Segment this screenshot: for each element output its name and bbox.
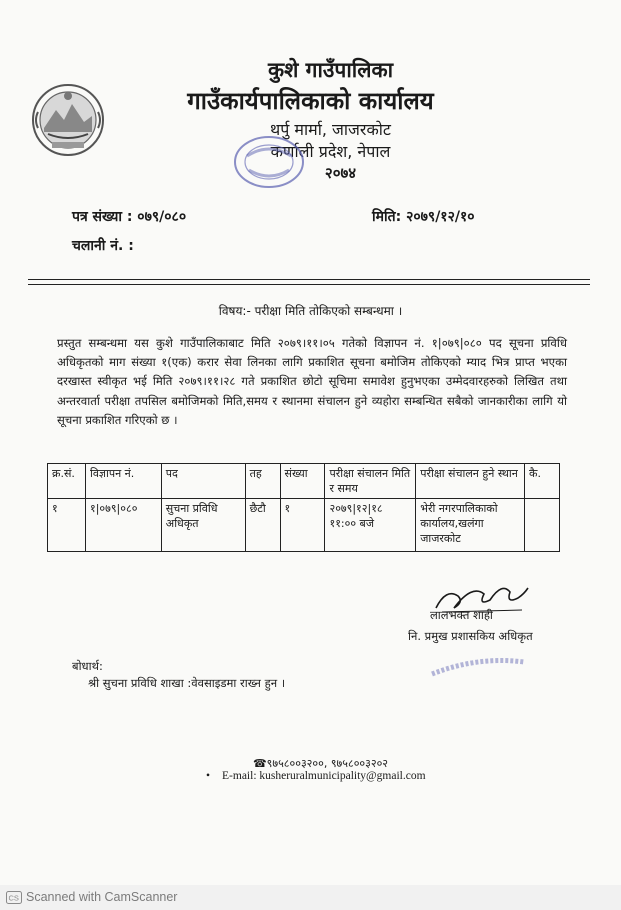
designation-stamp-icon xyxy=(428,648,528,684)
cell-exam-venue: भेरी नगरपालिकाको कार्यालय,खलंगा जाजरकोट xyxy=(416,499,525,552)
office-address: थर्पु मार्मा, जाजरकोट xyxy=(270,120,391,139)
cell-count: १ xyxy=(280,499,325,552)
established-year: २०७४ xyxy=(324,164,357,182)
signatory-title: नि. प्रमुख प्रशासकिय अधिकृत xyxy=(408,629,533,643)
contact-email-line xyxy=(206,770,426,782)
reference-number: पत्र संख्या : ०७९/०८० xyxy=(72,209,187,225)
bullet-icon: • xyxy=(206,770,211,782)
header-count: संख्या xyxy=(280,464,325,499)
header-level: तह xyxy=(245,464,280,499)
office-stamp-icon xyxy=(232,134,306,190)
header-serial: क्र.सं. xyxy=(48,464,86,499)
cell-remarks xyxy=(525,499,560,552)
contact-email: E-mail: kusheruralmunicipality@gmail.com xyxy=(222,770,426,782)
cc-item: श्री सुचना प्रविधि शाखा :वेवसाइडमा राख्न हुन । xyxy=(88,676,286,690)
header-divider xyxy=(28,279,590,280)
province-country: कर्णाली प्रदेश, नेपाल xyxy=(270,142,391,161)
contact-phone: ☎९७५८००३२००, ९७५८००३२०२ xyxy=(252,757,389,770)
exam-schedule-table xyxy=(47,463,560,552)
dispatch-number: चलानी नं. : xyxy=(72,238,134,254)
header-post: पद xyxy=(161,464,245,499)
office-name: गाउँकार्यपालिकाको कार्यालय xyxy=(187,87,434,115)
header-exam-venue: परीक्षा संचालन हुने स्थान xyxy=(416,464,525,499)
cell-exam-date-time: २०७९|१२|१८ ११:०० बजे xyxy=(325,499,416,552)
cell-serial: १ xyxy=(48,499,86,552)
table-row xyxy=(48,499,560,552)
table-header-row xyxy=(48,464,560,499)
scanner-label: Scanned with CamScanner xyxy=(26,890,178,904)
cc-label: बोधार्थ: xyxy=(72,659,103,673)
header-remarks: कै. xyxy=(525,464,560,499)
cell-post: सुचना प्रविधि अधिकृत xyxy=(161,499,245,552)
letter-date: मिति: २०७९/१२/१० xyxy=(372,209,475,225)
header-divider-second xyxy=(28,284,590,285)
cell-level: छैटौ xyxy=(245,499,280,552)
scanner-footer xyxy=(0,885,621,910)
header-advert-no: विज्ञापन नं. xyxy=(85,464,161,499)
municipality-name: कुशे गाउँपालिका xyxy=(267,58,394,82)
letter-body: प्रस्तुत सम्बन्धमा यस कुशे गाउँपालिकाबाट मिति २०७९।११।०५ गतेको विज्ञापन नं. १|०७९|०८० पद सूचना प्रविधि अधिकृतको माग संख्या १(एक) करार सेवा लिनका लागि प्रकाशित सूचना बमोजिम तोकिएको म्याद भित्र प्राप्त भएका दरखास्त स्वीकृत भई मिति २०७९।११।२८ गते प्रकाशित छोटो सूचिमा समावेश हुनुभएका उम्मेदवारहरुको लिखित तथा अन्तरवार्ता परीक्षा तपसिल बमोजिमको मिति,समय र स्थानमा संचालन हुने व्यहोरा सम्बन्धित सबैको जानकारीका लागि यो सूचना प्रकाशित गरिएको छ । xyxy=(57,336,567,427)
cell-advert-no: १|०७९|०८० xyxy=(85,499,161,552)
svg-text:CS: CS xyxy=(8,893,19,903)
header-exam-date-time: परीक्षा संचालन मिति र समय xyxy=(325,464,416,499)
signatory-name: लालभक्त शाही xyxy=(430,608,493,622)
camscanner-logo-icon xyxy=(6,891,22,904)
letter-subject: विषय:- परीक्षा मिति तोकिएको सम्बन्धमा । xyxy=(218,304,403,318)
